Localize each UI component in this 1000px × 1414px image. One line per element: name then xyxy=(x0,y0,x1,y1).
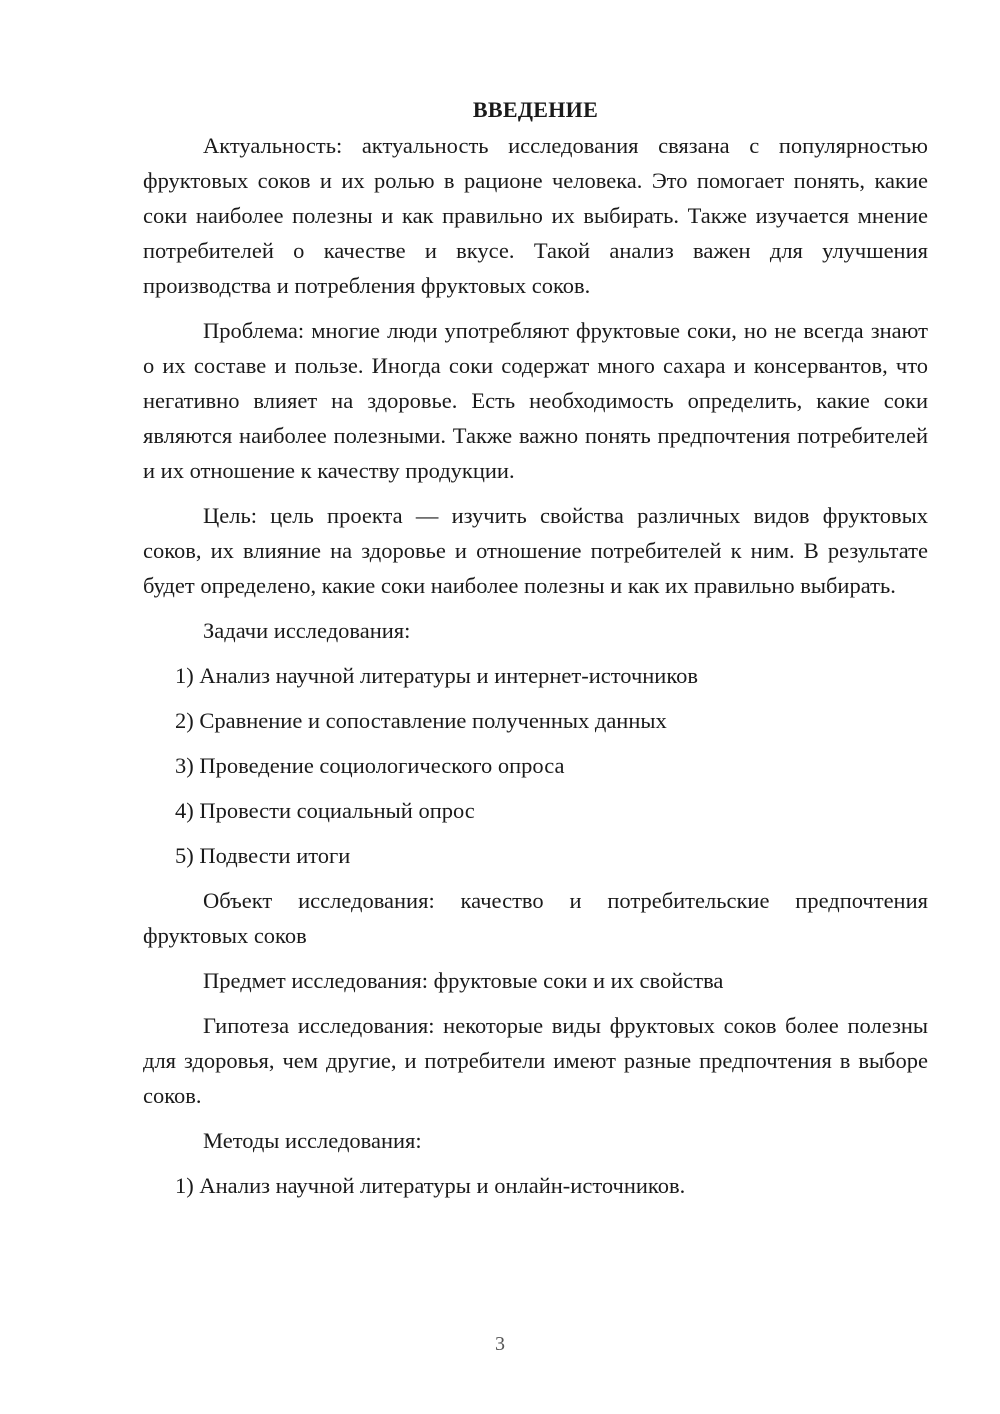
list-item: 3) Проведение социологического опроса xyxy=(175,753,565,778)
document-page xyxy=(143,94,928,1213)
methods-heading: Методы исследования: xyxy=(203,1128,422,1153)
tasks-list xyxy=(143,658,928,873)
problem-paragraph: Проблема: многие люди употребляют фруктовые соки, но не всегда знают о их составе и пользе. Иногда соки содержат много сахара и консервантов, что негативно влияет на здоровье. Есть необходимость определить, какие соки являются наиболее полезными. Также важно понять предпочтения потребителей и их отношение к качеству продукции. xyxy=(143,318,928,483)
hypothesis-paragraph: Гипотеза исследования: некоторые виды фруктовых соков более полезны для здоровья, чем другие, и потребители имеют разные предпочтения в выборе соков. xyxy=(143,1013,928,1108)
relevance-paragraph: Актуальность: актуальность исследования связана с популярностью фруктовых соков и их ролью в рационе человека. Это помогает понять, какие соки наиболее полезны и как правильно их выбирать. Также изучается мнение потребителей о качестве и вкусе. Такой анализ важен для улучшения производства и потребления фруктовых соков. xyxy=(143,133,928,298)
list-item: 5) Подвести итоги xyxy=(175,843,351,868)
methods-list xyxy=(143,1168,928,1203)
tasks-heading: Задачи исследования: xyxy=(203,618,411,643)
page-number: 3 xyxy=(495,1333,505,1355)
goal-paragraph: Цель: цель проекта — изучить свойства различных видов фруктовых соков, их влияние на здоровье и отношение потребителей к ним. В результате будет определено, какие соки наиболее полезны и как их правильно выбирать. xyxy=(143,503,928,598)
subject-paragraph: Предмет исследования: фруктовые соки и их свойства xyxy=(203,968,724,993)
object-paragraph: Объект исследования: качество и потребительские предпочтения фруктовых соков xyxy=(143,888,928,948)
list-item: 1) Анализ научной литературы и онлайн-источников. xyxy=(175,1173,686,1198)
list-item: 2) Сравнение и сопоставление полученных данных xyxy=(175,708,667,733)
list-item: 1) Анализ научной литературы и интернет-источников xyxy=(175,663,699,688)
list-item: 4) Провести социальный опрос xyxy=(175,798,475,823)
section-title: ВВЕДЕНИЕ xyxy=(472,97,599,122)
